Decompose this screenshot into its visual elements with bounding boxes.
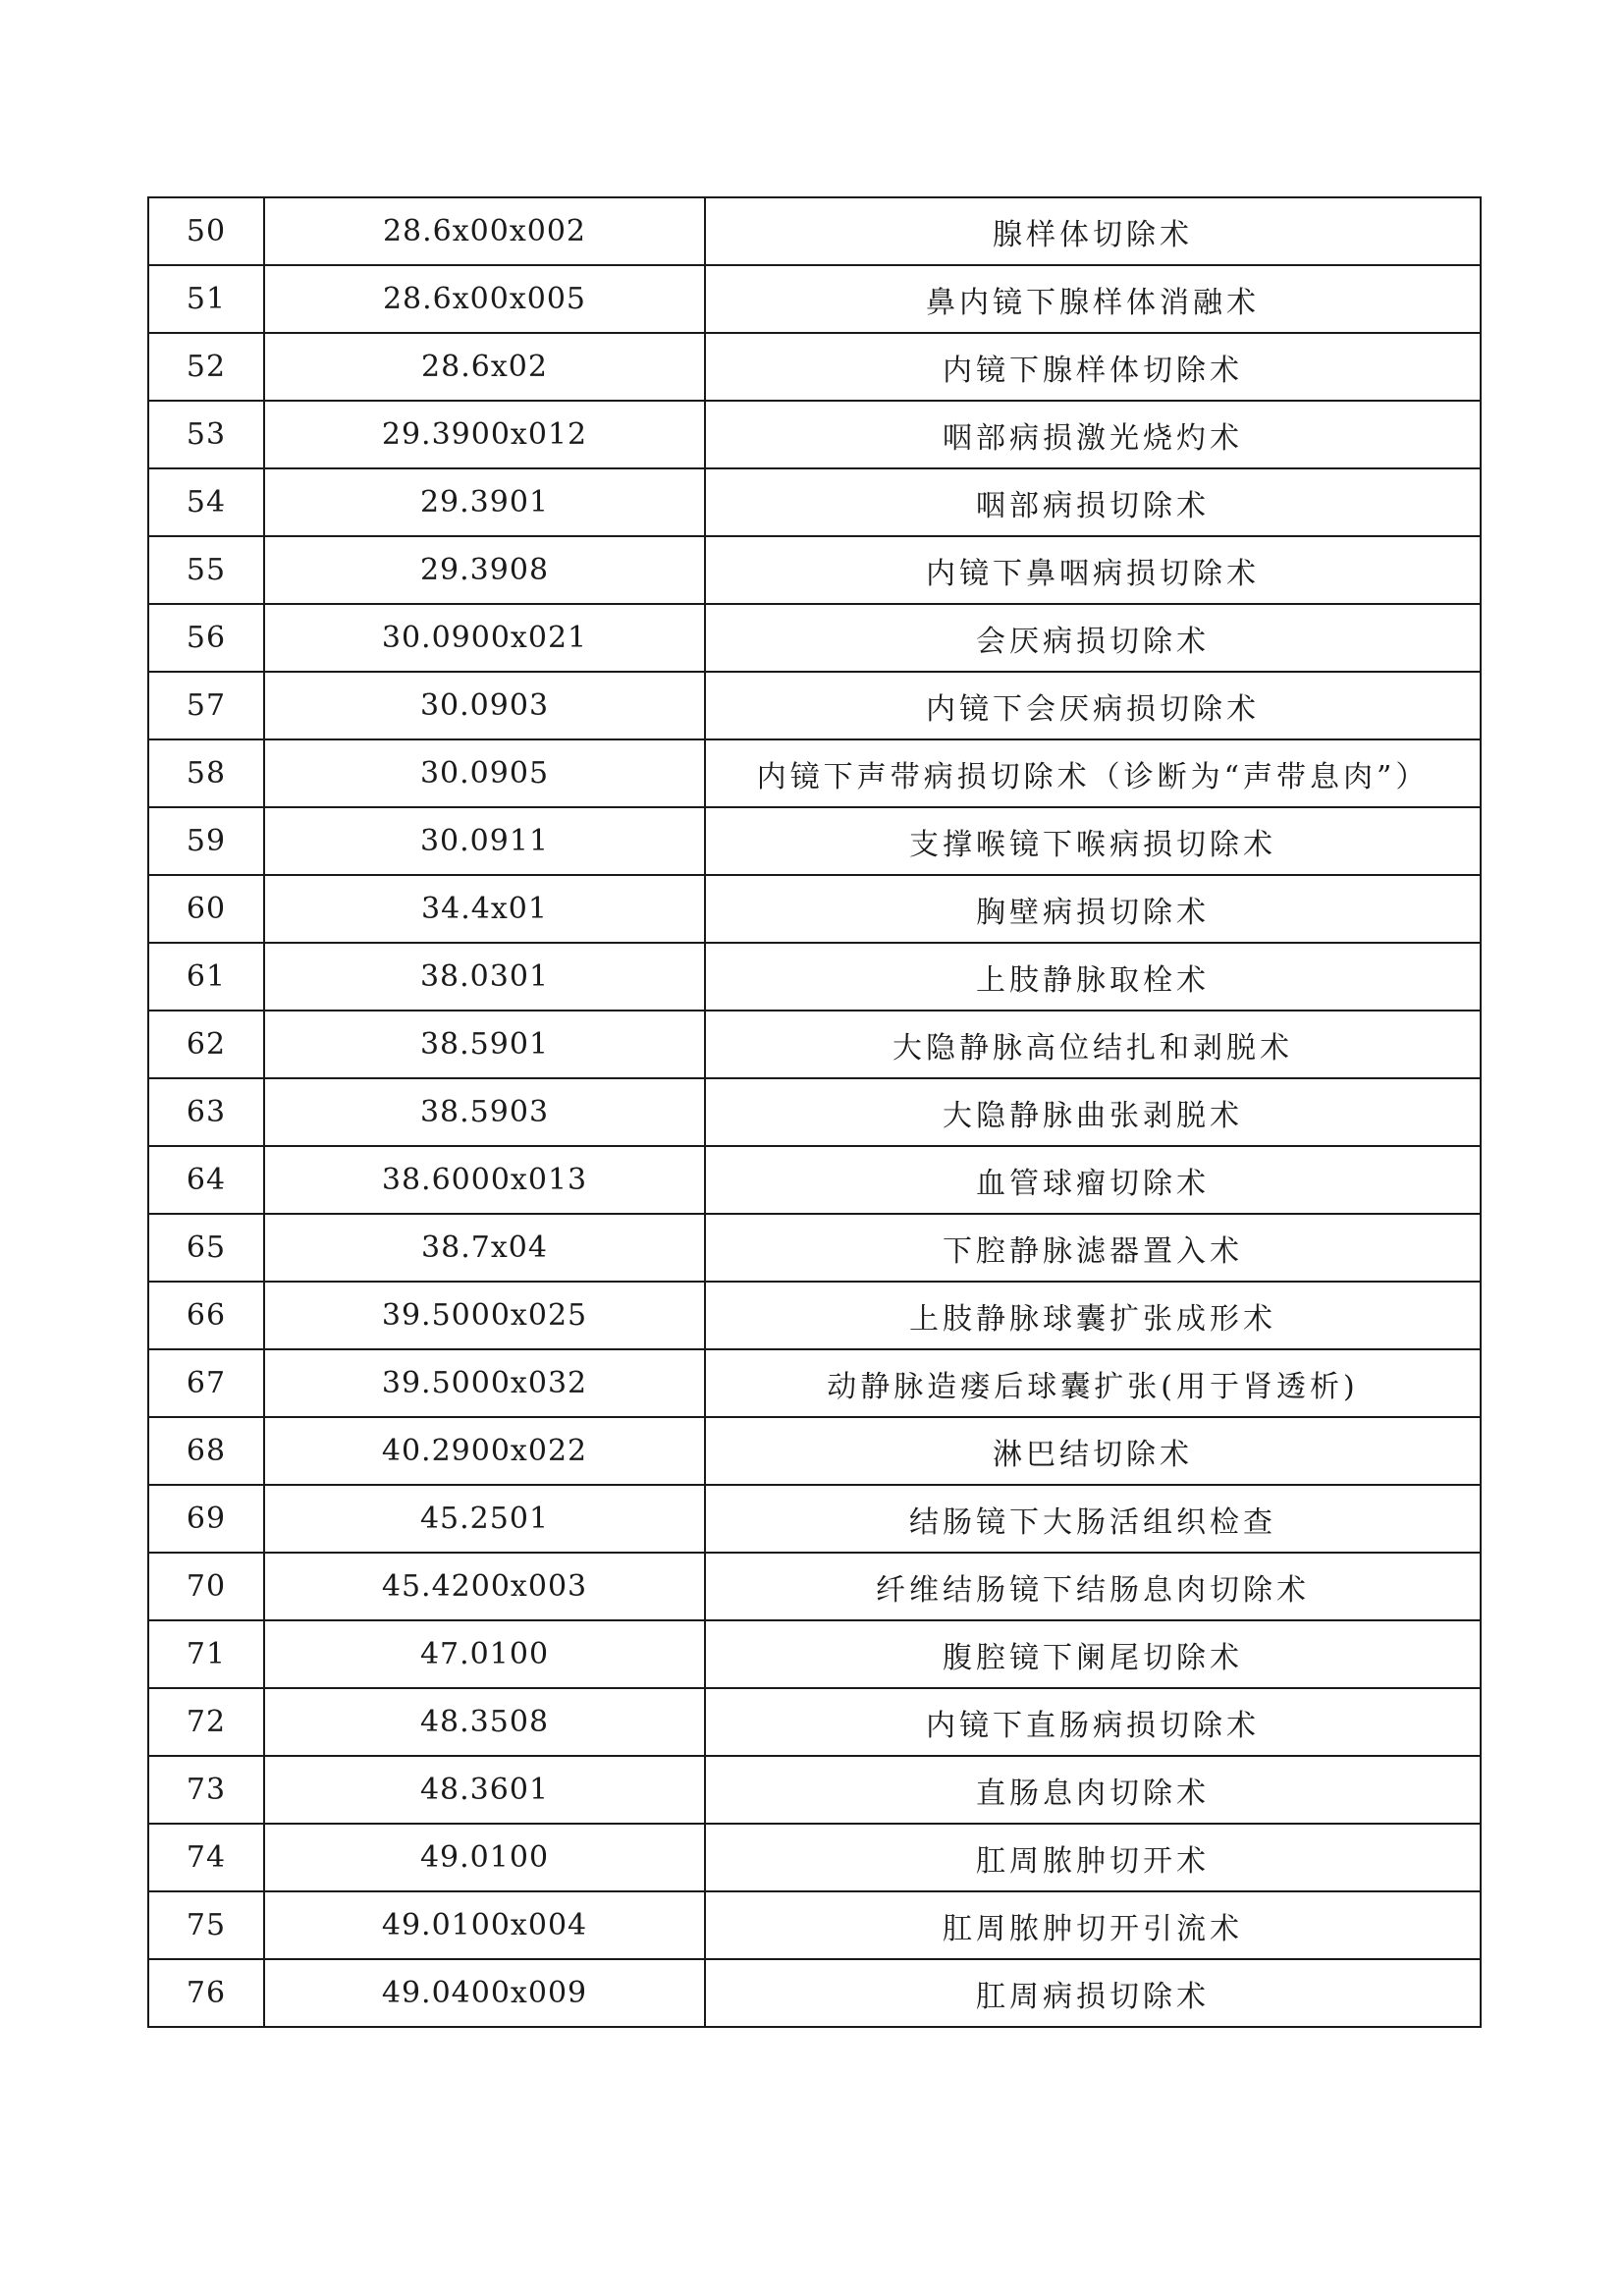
procedure-code: 48.3601 [264,1756,705,1824]
row-index: 58 [148,739,264,807]
procedure-name: 腺样体切除术 [705,197,1481,265]
procedure-name: 大隐静脉高位结扎和剥脱术 [705,1011,1481,1078]
procedure-table [147,196,1482,2028]
procedure-name: 上肢静脉球囊扩张成形术 [705,1282,1481,1349]
row-index: 54 [148,468,264,536]
table-row [148,739,1481,807]
table-row [148,807,1481,875]
procedure-code: 39.5000x032 [264,1349,705,1417]
procedure-name: 肛周脓肿切开术 [705,1824,1481,1891]
row-index: 64 [148,1146,264,1214]
table-row [148,1214,1481,1282]
procedure-code: 49.0400x009 [264,1959,705,2027]
row-index: 71 [148,1620,264,1688]
procedure-code: 29.3900x012 [264,401,705,468]
procedure-name: 咽部病损激光烧灼术 [705,401,1481,468]
procedure-code: 30.0911 [264,807,705,875]
row-index: 74 [148,1824,264,1891]
table-row [148,943,1481,1011]
row-index: 51 [148,265,264,333]
procedure-code: 30.0905 [264,739,705,807]
table-row [148,1078,1481,1146]
row-index: 59 [148,807,264,875]
table-row [148,1011,1481,1078]
table-row [148,468,1481,536]
row-index: 52 [148,333,264,401]
procedure-code: 45.4200x003 [264,1553,705,1620]
row-index: 61 [148,943,264,1011]
table-row [148,1688,1481,1756]
table-row [148,401,1481,468]
row-index: 63 [148,1078,264,1146]
procedure-code: 34.4x01 [264,875,705,943]
row-index: 68 [148,1417,264,1485]
table-row [148,1146,1481,1214]
table-row [148,1959,1481,2027]
procedure-name: 咽部病损切除术 [705,468,1481,536]
procedure-name: 内镜下腺样体切除术 [705,333,1481,401]
procedure-name: 下腔静脉滤器置入术 [705,1214,1481,1282]
procedure-code: 30.0900x021 [264,604,705,672]
procedure-name: 结肠镜下大肠活组织检查 [705,1485,1481,1553]
table-row [148,1349,1481,1417]
row-index: 60 [148,875,264,943]
row-index: 56 [148,604,264,672]
procedure-name: 大隐静脉曲张剥脱术 [705,1078,1481,1146]
row-index: 75 [148,1891,264,1959]
table-row [148,536,1481,604]
procedure-code: 38.7x04 [264,1214,705,1282]
procedure-name: 内镜下直肠病损切除术 [705,1688,1481,1756]
table-row [148,1620,1481,1688]
table-row [148,604,1481,672]
procedure-name: 内镜下声带病损切除术（诊断为“声带息肉”） [705,739,1481,807]
table-row [148,265,1481,333]
procedure-name: 纤维结肠镜下结肠息肉切除术 [705,1553,1481,1620]
procedure-name: 动静脉造瘘后球囊扩张(用于肾透析) [705,1349,1481,1417]
row-index: 57 [148,672,264,739]
table-row [148,333,1481,401]
procedure-code: 38.0301 [264,943,705,1011]
procedure-code: 45.2501 [264,1485,705,1553]
procedure-name: 内镜下会厌病损切除术 [705,672,1481,739]
table-row [148,1824,1481,1891]
procedure-name: 内镜下鼻咽病损切除术 [705,536,1481,604]
procedure-code: 47.0100 [264,1620,705,1688]
procedure-name: 肛周病损切除术 [705,1959,1481,2027]
procedure-code: 39.5000x025 [264,1282,705,1349]
procedure-name: 鼻内镜下腺样体消融术 [705,265,1481,333]
procedure-code: 30.0903 [264,672,705,739]
procedure-code: 49.0100x004 [264,1891,705,1959]
procedure-code: 38.5901 [264,1011,705,1078]
row-index: 67 [148,1349,264,1417]
row-index: 62 [148,1011,264,1078]
procedure-code: 28.6x00x005 [264,265,705,333]
row-index: 72 [148,1688,264,1756]
procedure-code: 28.6x00x002 [264,197,705,265]
table-row [148,1485,1481,1553]
row-index: 50 [148,197,264,265]
table-row [148,875,1481,943]
row-index: 69 [148,1485,264,1553]
procedure-code: 29.3901 [264,468,705,536]
table-row [148,672,1481,739]
procedure-code: 38.5903 [264,1078,705,1146]
procedure-name: 肛周脓肿切开引流术 [705,1891,1481,1959]
table-row [148,197,1481,265]
table-row [148,1417,1481,1485]
procedure-name: 会厌病损切除术 [705,604,1481,672]
row-index: 65 [148,1214,264,1282]
procedure-code: 29.3908 [264,536,705,604]
table-row [148,1891,1481,1959]
procedure-code: 38.6000x013 [264,1146,705,1214]
row-index: 70 [148,1553,264,1620]
procedure-code: 49.0100 [264,1824,705,1891]
procedure-code: 48.3508 [264,1688,705,1756]
table-row [148,1553,1481,1620]
procedure-table-body [148,197,1481,2027]
table-row [148,1756,1481,1824]
row-index: 73 [148,1756,264,1824]
table-row [148,1282,1481,1349]
row-index: 66 [148,1282,264,1349]
procedure-name: 支撑喉镜下喉病损切除术 [705,807,1481,875]
row-index: 55 [148,536,264,604]
procedure-name: 上肢静脉取栓术 [705,943,1481,1011]
procedure-name: 胸壁病损切除术 [705,875,1481,943]
procedure-code: 28.6x02 [264,333,705,401]
procedure-name: 淋巴结切除术 [705,1417,1481,1485]
procedure-name: 腹腔镜下阑尾切除术 [705,1620,1481,1688]
procedure-code: 40.2900x022 [264,1417,705,1485]
row-index: 53 [148,401,264,468]
procedure-name: 血管球瘤切除术 [705,1146,1481,1214]
procedure-name: 直肠息肉切除术 [705,1756,1481,1824]
row-index: 76 [148,1959,264,2027]
